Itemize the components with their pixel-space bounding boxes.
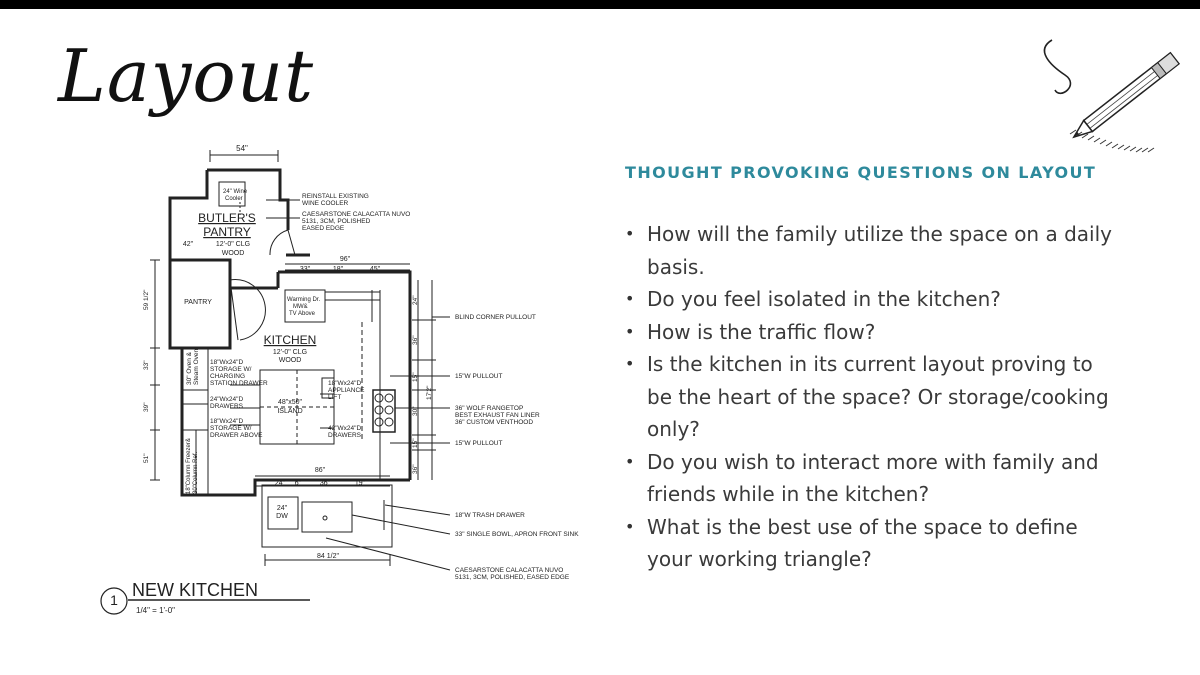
room-butlers-1: BUTLER'S bbox=[198, 211, 256, 225]
room-pantry: PANTRY bbox=[184, 299, 212, 306]
dim-right-24: 24" bbox=[412, 295, 419, 305]
drawing-number: 1 bbox=[110, 592, 118, 608]
wine-cooler-2: Cooler bbox=[225, 196, 243, 202]
dim-right-36a: 36" bbox=[412, 335, 419, 345]
dim-left-59: 59 1/2" bbox=[143, 289, 150, 310]
drawers42-2: DRAWERS bbox=[328, 432, 361, 439]
kitchen-clg2: WOOD bbox=[278, 357, 302, 364]
dim-33: 33" bbox=[299, 266, 311, 273]
storage-4: STATION DRAWER bbox=[210, 380, 268, 387]
kitchen-floor-plan bbox=[90, 140, 610, 620]
questions-heading: THOUGHT PROVOKING QUESTIONS ON LAYOUT bbox=[625, 163, 1097, 182]
storage-1: 18"Wx24"D bbox=[210, 359, 244, 366]
wine-cooler-1: 24" Wine bbox=[223, 189, 248, 195]
bullet-icon: • bbox=[625, 516, 635, 536]
dim-b84: 84 1/2" bbox=[317, 553, 339, 560]
dim-b24: 24" bbox=[274, 480, 286, 487]
dim-left-33: 33" bbox=[143, 360, 150, 370]
wolf-3: 36" CUSTOM VENTHOOD bbox=[455, 419, 534, 426]
storage-b3: DRAWER ABOVE bbox=[210, 432, 263, 439]
dim-b6: 6" bbox=[294, 480, 302, 487]
oven-2: Steam Oven bbox=[193, 348, 200, 385]
reinstall-1: REINSTALL EXISTING bbox=[302, 193, 369, 200]
dim-18: 18" bbox=[332, 266, 344, 273]
warming-1: Warming Dr. bbox=[287, 297, 321, 303]
appliance-1: 18"Wx24"D bbox=[328, 380, 362, 387]
storage-3: CHARGING bbox=[210, 373, 246, 380]
caesarstone-2: 5131, 3CM, POLISHED bbox=[302, 218, 371, 225]
dw-2: DW bbox=[276, 513, 288, 520]
room-kitchen: KITCHEN bbox=[263, 333, 317, 347]
question-item: • Do you feel isolated in the kitchen? bbox=[625, 283, 1115, 316]
wolf-2: BEST EXHAUST FAN LINER bbox=[455, 412, 540, 419]
island-label: ISLAND bbox=[277, 408, 303, 415]
freezer-1: 18"Column Freezer& bbox=[186, 438, 192, 494]
drawing-scale: 1/4" = 1'-0" bbox=[136, 606, 176, 615]
dim-right-total: 17'2" bbox=[426, 385, 433, 400]
butlers-clg2: WOOD bbox=[221, 250, 245, 257]
question-item: • What is the best use of the space to define your working triangle? bbox=[625, 511, 1115, 576]
slide-title: Layout bbox=[58, 34, 315, 118]
storage-b1: 18"Wx24"D bbox=[210, 418, 244, 425]
bullet-icon: • bbox=[625, 289, 635, 308]
dim-96: 96" bbox=[339, 256, 351, 263]
dw-1: 24" bbox=[276, 505, 288, 512]
warming-2: MW& bbox=[293, 304, 308, 310]
dim-86: 86" bbox=[314, 467, 326, 474]
dim-right-15b: 15" bbox=[412, 438, 419, 448]
appliance-2: APPLIANCE bbox=[328, 387, 365, 394]
island-size: 48"x50" bbox=[277, 399, 303, 406]
dim-right-30: 30" bbox=[412, 406, 419, 416]
bullet-icon: • bbox=[625, 224, 635, 243]
question-item: • How is the traffic flow? bbox=[625, 316, 1115, 349]
oven-1: 30" Oven & bbox=[186, 351, 193, 385]
sink-label: 33" SINGLE BOWL, APRON FRONT SINK bbox=[455, 531, 579, 538]
dim-42: 42" bbox=[182, 241, 194, 248]
bullet-icon: • bbox=[625, 321, 635, 341]
pullout-bottom: 15"W PULLOUT bbox=[455, 440, 503, 447]
dim-right-15a: 15" bbox=[412, 372, 419, 382]
question-item: • How will the family utilize the space on a daily basis. bbox=[625, 218, 1115, 283]
dim-right-36b: 36" bbox=[412, 464, 419, 474]
kitchen-clg: 12'-0" CLG bbox=[272, 349, 308, 356]
appliance-3: LIFT bbox=[328, 394, 342, 401]
pencil-sketch-icon bbox=[1030, 30, 1190, 155]
dim-b36: 36" bbox=[319, 480, 331, 487]
pullout-top: 15"W PULLOUT bbox=[455, 373, 503, 380]
drawers-1: 24"Wx24"D bbox=[210, 396, 244, 403]
question-item: • Is the kitchen in its current layout proving to be the heart of the space? Or storage/cooking only? bbox=[625, 348, 1115, 446]
caesarstone-b1: CAESARSTONE CALACATTA NUVO bbox=[455, 567, 564, 574]
storage-2: STORAGE W/ bbox=[210, 366, 252, 373]
dim-45: 45" bbox=[369, 266, 381, 273]
trash-drawer: 18"W TRASH DRAWER bbox=[455, 512, 525, 519]
wolf-1: 36" WOLF RANGETOP bbox=[455, 405, 524, 412]
questions-list bbox=[625, 218, 1115, 576]
bullet-icon: • bbox=[625, 354, 635, 373]
dim-left-39: 39" bbox=[143, 402, 150, 412]
reinstall-2: WINE COOLER bbox=[302, 200, 349, 207]
room-butlers-2: PANTRY bbox=[203, 225, 251, 239]
freezer-2: 30"Column Ref. bbox=[193, 451, 199, 494]
bullet-icon: • bbox=[625, 451, 635, 471]
butlers-clg: 12'-0" CLG bbox=[215, 241, 251, 248]
warming-3: TV Above bbox=[289, 311, 316, 317]
caesarstone-b2: 5131, 3CM, POLISHED, EASED EDGE bbox=[455, 574, 570, 581]
top-bar bbox=[0, 0, 1200, 9]
drawing-title: NEW KITCHEN bbox=[132, 580, 258, 600]
storage-b2: STORAGE W/ bbox=[210, 425, 252, 432]
drawers-2: DRAWERS bbox=[210, 403, 243, 410]
caesarstone-1: CAESARSTONE CALACATTA NUVO bbox=[302, 211, 411, 218]
dim-top-54: 54" bbox=[236, 144, 248, 153]
caesarstone-3: EASED EDGE bbox=[302, 225, 345, 232]
dim-left-51: 51" bbox=[143, 453, 150, 463]
dim-b19: 19" bbox=[354, 480, 366, 487]
question-item: • Do you wish to interact more with family and friends while in the kitchen? bbox=[625, 446, 1115, 511]
drawers42-1: 42"Wx24"D bbox=[328, 425, 362, 432]
blind-corner: BLIND CORNER PULLOUT bbox=[455, 314, 536, 321]
